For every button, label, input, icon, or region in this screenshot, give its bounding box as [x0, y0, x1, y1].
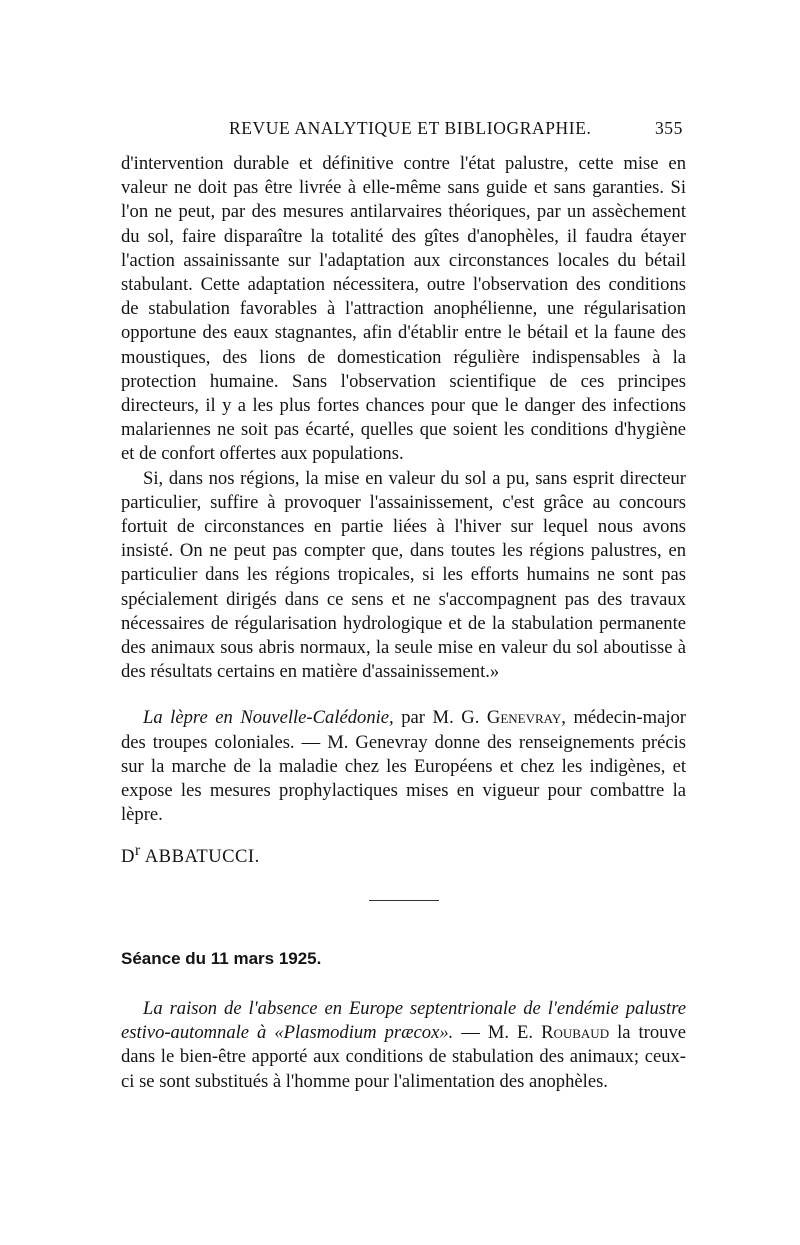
article-body — [121, 152, 686, 1094]
seance-heading: Séance du 11 mars 1925. — [121, 948, 322, 968]
paragraph-continuation: d'intervention durable et définitive contre l'état palustre, cette mise en valeur ne doit pas être livrée à elle-même sans guide et sans garanties. Si l'on ne peut, par des mesures antilarvaires théoriques, par un assèchement du sol, faire disparaître la totalité des gîtes d'anophèles, il faudra étayer l'action assainissante sur l'adaptation aux circonstances locales du bétail stabulant. Cette adaptation nécessitera, outre l'observation des conditions de stabulation favorables à l'attraction anophélienne, une régularisation opportune des eaux stagnantes, afin d'établir entre le bétail et la faune des moustiques, des lions de domestication régulière indispensables à la protection humaine. Sans l'observation scientifique de ces principes directeurs, il y a les plus fortes chances pour que le danger des infections malariennes ne soit pas écarté, quelles que soient les conditions d'hygiène et de confort offertes aux populations. — [121, 153, 686, 465]
running-header — [121, 118, 683, 144]
review-lepre-text: médecin-major des troupes coloniales. — M. Genevray donne des renseignements précis sur la marche de la maladie chez les Européens et chez les indigènes, et expose les mesures prophylactiques mises en vigueur pour combattre la lèpre. — [121, 707, 686, 826]
review-roubaud-title-2: Plasmodium præcox — [283, 1022, 440, 1044]
review-roubaud-prefix: — M. E. — [461, 1022, 534, 1044]
page-number: 355 — [654, 118, 683, 138]
review-roubaud-text: la trouve dans le bien-être apporté aux conditions de stabulation des animaux; ceux-ci se sont substitués à l'homme pour l'alimentation des anophèles. — [121, 1022, 686, 1092]
review-roubaud-author: Roubaud — [541, 1022, 610, 1044]
paragraph-regions: Si, dans nos régions, la mise en valeur du sol a pu, sans esprit directeur particulier, suffire à provoquer l'assainissement, c'est grâce au concours fortuit de circonstances en partie liées à l'hiver sur lequel nous avons insisté. On ne peut pas compter que, dans toutes les régions palustres, en particulier dans les régions tropicales, si les efforts humains ne sont pas spécialement dirigés dans ce sens et ne s'accompagnent pas des travaux nécessaires de régularisation hydrologique et de la stabulation permanente des animaux sous abris normaux, la seule mise en valeur du sol aboutisse à des résultats certains en matière d'assainissement.» — [121, 467, 686, 683]
review-roubaud — [121, 997, 686, 1094]
review-lepre-author: Genevray, — [486, 707, 566, 729]
review-lepre-by: par M. G. — [401, 707, 480, 729]
section-divider — [369, 900, 439, 901]
review-lepre-title: La lèpre en Nouvelle-Calédonie, — [143, 707, 394, 729]
signature-name: ABBATUCCI. — [144, 846, 260, 868]
signature-dr: D — [121, 846, 135, 868]
review-lepre — [121, 706, 686, 827]
review-roubaud-title-1: La raison de l'absence en Europe septentrionale de l'endémie palustre estivo-automnale à « — [121, 998, 686, 1044]
signature-dr-sup: r — [134, 842, 141, 860]
running-title: REVUE ANALYTIQUE ET BIBLIOGRAPHIE. — [229, 118, 592, 138]
signature — [121, 839, 686, 869]
review-roubaud-title-3: ». — [439, 1022, 454, 1044]
